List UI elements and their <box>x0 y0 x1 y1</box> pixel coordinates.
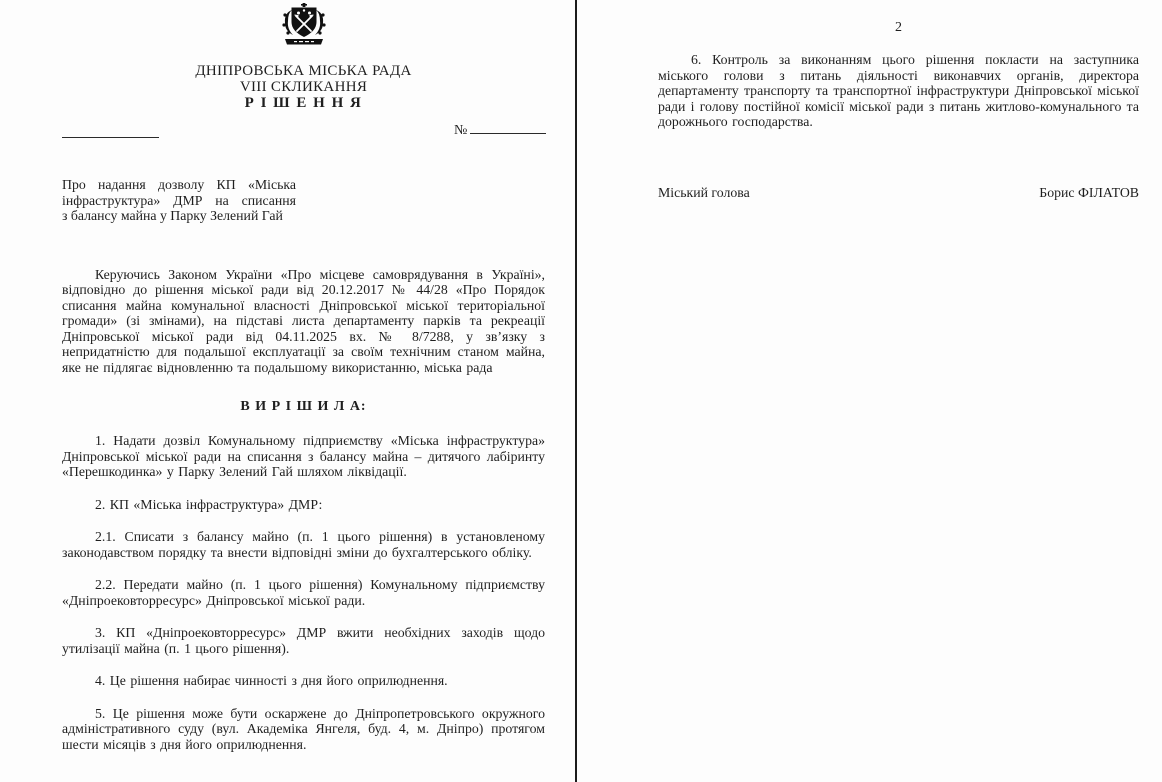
decision-item-6: 6. Контроль за виконанням цього рішення покласти на заступника міського голови з питань діяльності виконавчих органів, директора департаменту транспорту та транспортної інфраструктури Дніпровської міської ради і голову постійної комісії міської ради з питань житлово-комунального та дорожнього господарства. <box>658 52 1139 129</box>
date-blank-line <box>62 137 159 138</box>
decision-items <box>62 433 545 752</box>
document-type-heading: Р І Ш Е Н Н Я <box>244 95 363 111</box>
decision-item-2-1: 2.1. Списати з балансу майно (п. 1 цього рішення) в установленому законодавством порядку та внести відповідні зміни до бухгалтерського обліку. <box>62 529 545 560</box>
resolved-heading: В И Р І Ш И Л А: <box>240 399 367 414</box>
document-page-1 <box>0 0 575 782</box>
decision-item-1: 1. Надати дозвіл Комунальному підприємству «Міська інфраструктура» Дніпровської міської ради на списання з балансу майна – дитячого лабіринту «Перешкодинка» у Парку Зелений Гай шляхом ліквідації. <box>62 433 545 479</box>
signature-block <box>658 185 1139 201</box>
dnipro-coat-of-arms-icon <box>274 3 334 47</box>
number-field <box>454 122 546 139</box>
title-line: Про надання дозволу КП «Міська <box>62 177 296 192</box>
title-line: інфраструктура» ДМР на списання <box>62 192 296 208</box>
decision-item-2: 2. КП «Міська інфраструктура» ДМР: <box>95 496 323 512</box>
decision-item-3: 3. КП «Дніпроековторресурс» ДМР вжити необхідних заходів щодо утилізації майна (п. 1 цього рішення). <box>62 625 545 656</box>
decision-item-2-2: 2.2. Передати майно (п. 1 цього рішення) Комунальному підприємству «Дніпроековторресурс» Дніпровської міської ради. <box>62 577 545 608</box>
reference-row <box>62 119 545 157</box>
decision-item-4: 4. Це рішення набирає чинності з дня його оприлюднення. <box>95 673 448 688</box>
signature-position: Міський голова <box>658 184 750 200</box>
convocation-line: VIII СКЛИКАННЯ <box>239 79 368 95</box>
document-page-2 <box>577 0 1162 782</box>
number-blank-line <box>470 122 546 134</box>
page-number: 2 <box>895 20 902 35</box>
document-title <box>62 177 296 224</box>
document-header <box>62 0 545 111</box>
decision-item-5: 5. Це рішення може бути оскаржене до Дніпропетровського окружного адміністративного суду (вул. Академіка Янгеля, буд. 4, м. Дніпро) протягом шести місяців з дня його оприлюднення. <box>62 705 545 752</box>
number-label: № <box>454 123 468 138</box>
signature-name: Борис ФІЛАТОВ <box>1039 184 1139 200</box>
title-line: з балансу майна у Парку Зелений Гай <box>62 208 283 223</box>
org-name: ДНІПРОВСЬКА МІСЬКА РАДА <box>195 63 412 79</box>
preamble-paragraph: Керуючись Законом України «Про місцеве самоврядування в Україні», відповідно до рішення міської ради від 20.12.2017 № 44/28 «Про Порядок списання майна комунальної власності Дніпровської міської територіальної громади» (зі змінами), на підставі листа департаменту парків та рекреації Дніпровської міської ради від 04.11.2025 вх. № 8/7288, у зв’язку з непридатністю для подальшої експлуатації за своїм технічним станом майна, яке не підлягає відновленню та подальшому використанню, міська рада <box>62 266 545 375</box>
